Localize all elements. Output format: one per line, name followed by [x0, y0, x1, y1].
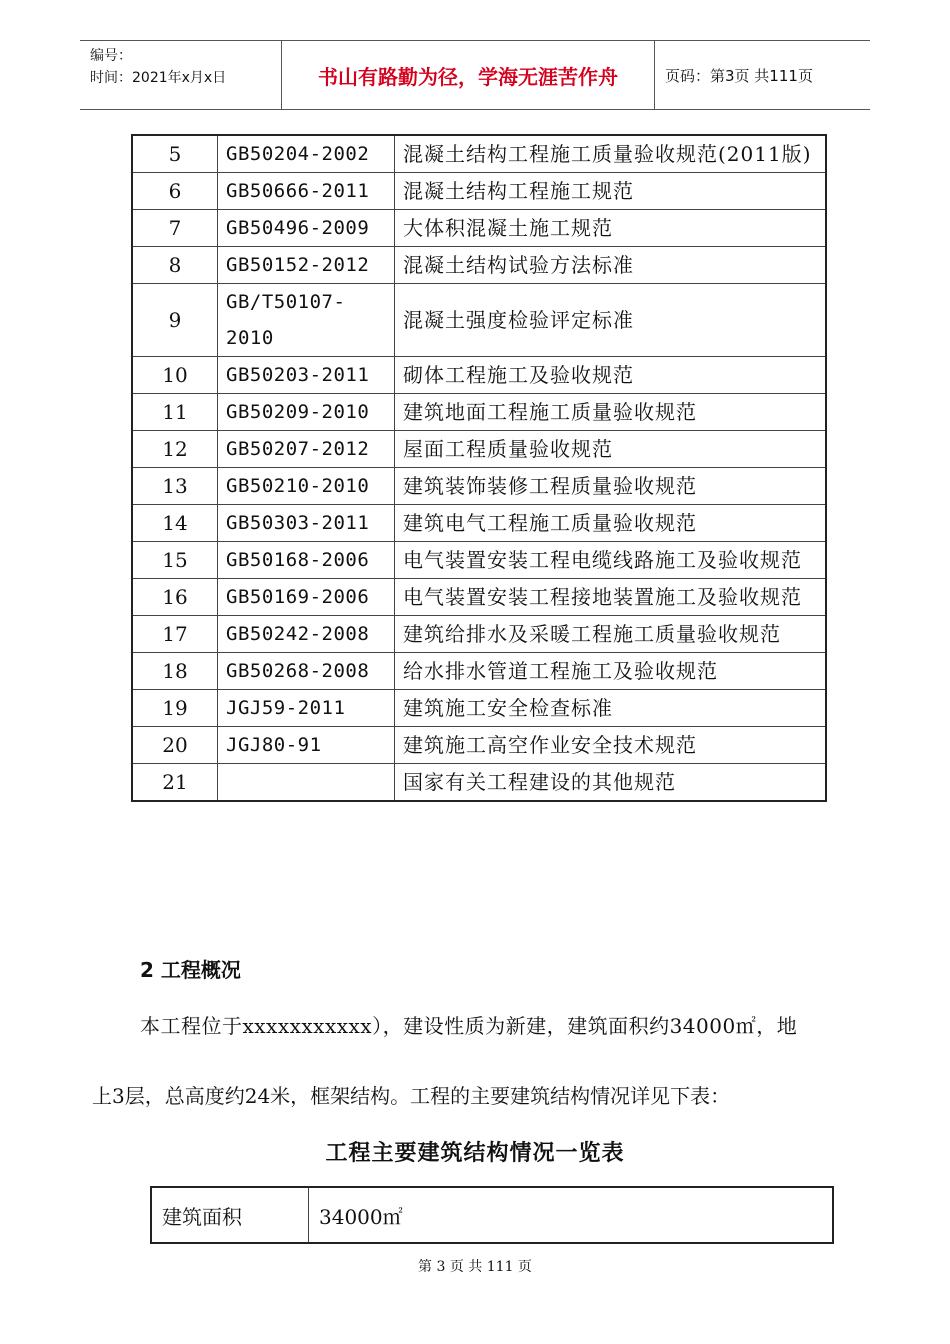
standard-name: 混凝土结构工程施工规范: [395, 173, 827, 210]
standard-code: JGJ59-2011: [218, 690, 395, 727]
standard-code: GB50203-2011: [218, 357, 395, 394]
standards-table: [131, 134, 827, 802]
standard-number: 11: [132, 394, 218, 431]
table-row: [132, 357, 826, 394]
standard-number: 20: [132, 727, 218, 764]
table-row: [132, 247, 826, 284]
standard-number: 18: [132, 653, 218, 690]
standard-code: GB50204-2002: [218, 135, 395, 173]
table-row: [132, 505, 826, 542]
standard-name: 给水排水管道工程施工及验收规范: [395, 653, 827, 690]
standard-number: 5: [132, 135, 218, 173]
table-row: [132, 690, 826, 727]
standard-number: 7: [132, 210, 218, 247]
standard-code: GB50207-2012: [218, 431, 395, 468]
standard-number: 9: [132, 284, 218, 357]
standard-code: GB50268-2008: [218, 653, 395, 690]
header-number: 编号：: [90, 48, 132, 64]
standard-code: JGJ80-91: [218, 727, 395, 764]
page-footer: 第 3 页 共 111 页: [418, 1259, 532, 1275]
standard-name: 建筑施工高空作业安全技术规范: [395, 727, 827, 764]
standard-number: 8: [132, 247, 218, 284]
standard-name: 屋面工程质量验收规范: [395, 431, 827, 468]
table-row: [132, 468, 826, 505]
standard-name: 砌体工程施工及验收规范: [395, 357, 827, 394]
summary-table: [150, 1186, 834, 1244]
standard-name: 电气装置安装工程接地装置施工及验收规范: [395, 579, 827, 616]
standard-code: GB50496-2009: [218, 210, 395, 247]
overview-paragraph-line1: 本工程位于xxxxxxxxxxx），建设性质为新建，建筑面积约34000㎡，地: [140, 1014, 798, 1038]
standard-code: GB50152-2012: [218, 247, 395, 284]
header-motto: 书山有路勤为径，学海无涯苦作舟: [282, 41, 655, 109]
table-row: [132, 542, 826, 579]
standard-number: 13: [132, 468, 218, 505]
standard-code: GB/T50107-2010: [218, 284, 395, 357]
standard-code: GB50169-2006: [218, 579, 395, 616]
table-row: [132, 579, 826, 616]
standard-number: 6: [132, 173, 218, 210]
table-row: [132, 173, 826, 210]
standard-number: 19: [132, 690, 218, 727]
standard-name: 大体积混凝土施工规范: [395, 210, 827, 247]
standard-name: 建筑地面工程施工质量验收规范: [395, 394, 827, 431]
header-time: 时间：2021年x月x日: [90, 70, 227, 86]
standard-code: GB50168-2006: [218, 542, 395, 579]
table-row: [132, 394, 826, 431]
section-title: 2 工程概况: [140, 958, 241, 982]
page-header: [80, 40, 870, 110]
table-row: [132, 431, 826, 468]
standard-code: GB50209-2010: [218, 394, 395, 431]
standard-code: GB50666-2011: [218, 173, 395, 210]
standard-number: 10: [132, 357, 218, 394]
standard-name: 建筑装饰装修工程质量验收规范: [395, 468, 827, 505]
standard-name: 混凝土结构试验方法标准: [395, 247, 827, 284]
header-page-info: 页码：第3页 共111页: [665, 66, 813, 85]
table-row: [132, 653, 826, 690]
header-meta: [80, 41, 282, 109]
table-row: [132, 764, 826, 802]
standard-name: 混凝土结构工程施工质量验收规范(2011版): [395, 135, 827, 173]
standard-number: 15: [132, 542, 218, 579]
standard-code: [218, 764, 395, 802]
table-row: [132, 616, 826, 653]
summary-key: 建筑面积: [151, 1187, 309, 1243]
summary-value: 34000㎡: [309, 1187, 834, 1243]
standard-code: GB50210-2010: [218, 468, 395, 505]
table-row: [132, 284, 826, 357]
table-row: [151, 1187, 833, 1243]
table-row: [132, 210, 826, 247]
standard-code: GB50303-2011: [218, 505, 395, 542]
standard-name: 国家有关工程建设的其他规范: [395, 764, 827, 802]
standard-name: 电气装置安装工程电缆线路施工及验收规范: [395, 542, 827, 579]
standard-name: 建筑施工安全检查标准: [395, 690, 827, 727]
standard-name: 混凝土强度检验评定标准: [395, 284, 827, 357]
standard-number: 14: [132, 505, 218, 542]
standard-name: 建筑给排水及采暖工程施工质量验收规范: [395, 616, 827, 653]
table-row: [132, 727, 826, 764]
standard-code: GB50242-2008: [218, 616, 395, 653]
standard-name: 建筑电气工程施工质量验收规范: [395, 505, 827, 542]
summary-table-title: 工程主要建筑结构情况一览表: [325, 1141, 625, 1166]
table-row: [132, 135, 826, 173]
standard-number: 12: [132, 431, 218, 468]
standard-number: 16: [132, 579, 218, 616]
standard-number: 21: [132, 764, 218, 802]
overview-paragraph-line2: 上3层，总高度约24米，框架结构。工程的主要建筑结构情况详见下表：: [92, 1084, 731, 1108]
standard-number: 17: [132, 616, 218, 653]
